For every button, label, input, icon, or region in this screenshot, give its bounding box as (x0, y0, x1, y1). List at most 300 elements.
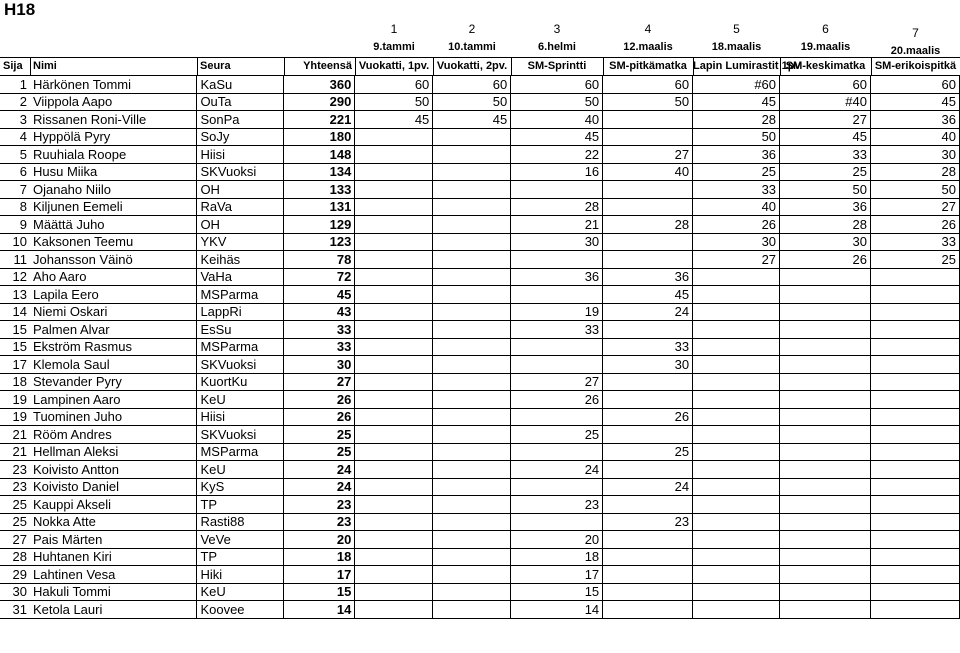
event-points: 26 (780, 251, 871, 269)
sija: 1 (0, 76, 30, 94)
event-points (603, 583, 693, 601)
event-points: 30 (870, 146, 959, 164)
event-points: 28 (870, 163, 959, 181)
total-points: 25 (284, 426, 355, 444)
event-number: 2 (468, 22, 476, 36)
event-points (355, 601, 433, 619)
athlete-name: Hellman Aleksi (30, 443, 197, 461)
event-points (870, 391, 959, 409)
event-date: 12.maalis (623, 41, 673, 53)
total-points: 23 (284, 496, 355, 514)
event-points: 50 (603, 93, 693, 111)
event-points (511, 356, 603, 374)
club-name: Koovee (197, 601, 284, 619)
total-points: 45 (284, 286, 355, 304)
sija: 29 (0, 566, 30, 584)
event-points (780, 548, 871, 566)
event-points: 36 (870, 111, 959, 129)
event-points (433, 163, 511, 181)
table-row (0, 548, 960, 566)
event-points (355, 181, 433, 199)
event-points (870, 268, 959, 286)
sija: 15 (0, 338, 30, 356)
event-points (433, 601, 511, 619)
event-points (511, 408, 603, 426)
event-points (870, 583, 959, 601)
event-points (603, 373, 693, 391)
event-points (433, 321, 511, 339)
event-points (780, 566, 871, 584)
event-points (433, 356, 511, 374)
club-name: VeVe (197, 531, 284, 549)
event-points: 25 (870, 251, 959, 269)
event-points: 27 (603, 146, 693, 164)
event-points: 50 (355, 93, 433, 111)
header-top-rule (0, 57, 960, 58)
event-points (870, 548, 959, 566)
event-points (355, 268, 433, 286)
table-row (0, 391, 960, 409)
club-name: KyS (197, 478, 284, 496)
table-row (0, 513, 960, 531)
event-points: 36 (693, 146, 780, 164)
athlete-name: Nokka Atte (30, 513, 197, 531)
event-points: 50 (870, 181, 959, 199)
club-name: KaSu (197, 76, 284, 94)
total-points: 221 (284, 111, 355, 129)
header-seura: Seura (200, 60, 231, 72)
sija: 25 (0, 496, 30, 514)
event-points (693, 548, 780, 566)
event-points: 45 (355, 111, 433, 129)
header-column-rule (603, 57, 604, 75)
total-points: 129 (284, 216, 355, 234)
event-points (355, 391, 433, 409)
athlete-name: Ketola Lauri (30, 601, 197, 619)
table-row (0, 93, 960, 111)
total-points: 18 (284, 548, 355, 566)
event-points (870, 356, 959, 374)
event-points (780, 321, 871, 339)
event-points (603, 461, 693, 479)
event-points (433, 251, 511, 269)
total-points: 25 (284, 443, 355, 461)
event-points (693, 601, 780, 619)
athlete-name: Ojanaho Niilo (30, 181, 197, 199)
event-points (780, 373, 871, 391)
event-points (780, 426, 871, 444)
event-points (603, 426, 693, 444)
event-points (355, 373, 433, 391)
sija: 19 (0, 391, 30, 409)
event-points (603, 548, 693, 566)
sija: 9 (0, 216, 30, 234)
event-points: 50 (780, 181, 871, 199)
event-points (693, 286, 780, 304)
club-name: OuTa (197, 93, 284, 111)
event-points: 23 (511, 496, 603, 514)
athlete-name: Huhtanen Kiri (30, 548, 197, 566)
event-points (603, 128, 693, 146)
event-points (433, 216, 511, 234)
event-points (355, 338, 433, 356)
event-points (603, 198, 693, 216)
total-points: 148 (284, 146, 355, 164)
total-points: 26 (284, 391, 355, 409)
header-column-rule (780, 57, 781, 75)
club-name: OH (197, 216, 284, 234)
event-points: 26 (603, 408, 693, 426)
athlete-name: Koivisto Antton (30, 461, 197, 479)
event-points: 50 (511, 93, 603, 111)
athlete-name: Niemi Oskari (30, 303, 197, 321)
event-points: 40 (693, 198, 780, 216)
sija: 18 (0, 373, 30, 391)
event-points: 60 (870, 76, 959, 94)
event-points (355, 233, 433, 251)
event-points (693, 338, 780, 356)
event-points: 60 (780, 76, 871, 94)
event-points: 40 (870, 128, 959, 146)
event-points (693, 303, 780, 321)
total-points: 26 (284, 408, 355, 426)
club-name: KeU (197, 391, 284, 409)
club-name: SKVuoksi (197, 163, 284, 181)
event-points (511, 286, 603, 304)
header-column-rule (355, 57, 356, 75)
event-points (693, 443, 780, 461)
event-points (355, 356, 433, 374)
athlete-name: Klemola Saul (30, 356, 197, 374)
table-row (0, 338, 960, 356)
athlete-name: Rissanen Roni-Ville (30, 111, 197, 129)
event-points (355, 251, 433, 269)
club-name: VaHa (197, 268, 284, 286)
event-points: 33 (511, 321, 603, 339)
event-points: 21 (511, 216, 603, 234)
sija: 15 (0, 321, 30, 339)
event-points (511, 513, 603, 531)
table-row (0, 286, 960, 304)
club-name: Hiisi (197, 408, 284, 426)
event-points (355, 146, 433, 164)
sija: 25 (0, 513, 30, 531)
event-points: 36 (511, 268, 603, 286)
event-points (693, 373, 780, 391)
event-points: 27 (693, 251, 780, 269)
event-points (433, 583, 511, 601)
total-points: 133 (284, 181, 355, 199)
event-points: #60 (693, 76, 780, 94)
club-name: EsSu (197, 321, 284, 339)
event-points (693, 321, 780, 339)
table-row (0, 111, 960, 129)
club-name: YKV (197, 233, 284, 251)
event-points (780, 408, 871, 426)
event-points: 25 (511, 426, 603, 444)
event-points (780, 443, 871, 461)
event-points: 45 (780, 128, 871, 146)
event-points (870, 303, 959, 321)
event-points (693, 461, 780, 479)
club-name: TP (197, 548, 284, 566)
event-points (870, 338, 959, 356)
event-points (433, 286, 511, 304)
club-name: KeU (197, 461, 284, 479)
event-points: 27 (780, 111, 871, 129)
event-points (870, 601, 959, 619)
event-points (870, 408, 959, 426)
club-name: Hiisi (197, 146, 284, 164)
club-name: MSParma (197, 338, 284, 356)
event-points: 30 (511, 233, 603, 251)
event-points (433, 268, 511, 286)
event-points (433, 496, 511, 514)
event-points: 25 (780, 163, 871, 181)
event-points (433, 461, 511, 479)
header-sija: Sija (3, 60, 23, 72)
table-row (0, 268, 960, 286)
header-column-rule (511, 57, 512, 75)
event-points: 45 (511, 128, 603, 146)
event-points (693, 531, 780, 549)
event-points: 45 (870, 93, 959, 111)
event-points (780, 303, 871, 321)
event-points (780, 583, 871, 601)
event-points: 26 (870, 216, 959, 234)
event-points (603, 601, 693, 619)
sija: 21 (0, 443, 30, 461)
event-points (693, 268, 780, 286)
athlete-name: Koivisto Daniel (30, 478, 197, 496)
event-points (780, 461, 871, 479)
event-points: 60 (355, 76, 433, 94)
header-column-rule (871, 57, 872, 75)
event-points: 33 (693, 181, 780, 199)
event-points: 27 (511, 373, 603, 391)
event-points: 28 (780, 216, 871, 234)
club-name: SKVuoksi (197, 426, 284, 444)
sija: 14 (0, 303, 30, 321)
event-points (355, 513, 433, 531)
table-row (0, 426, 960, 444)
event-points (780, 513, 871, 531)
club-name: SonPa (197, 111, 284, 129)
event-points: 20 (511, 531, 603, 549)
athlete-name: Aho Aaro (30, 268, 197, 286)
event-points (355, 286, 433, 304)
event-points (355, 128, 433, 146)
athlete-name: Kiljunen Eemeli (30, 198, 197, 216)
event-points (511, 443, 603, 461)
event-points (355, 496, 433, 514)
event-date: 6.helmi (538, 41, 576, 53)
sija: 11 (0, 251, 30, 269)
table-row (0, 76, 960, 94)
table-row (0, 443, 960, 461)
athlete-name: Rööm Andres (30, 426, 197, 444)
header-column-rule (284, 57, 285, 75)
event-name: Lapin Lumirastit 1pv (693, 60, 801, 72)
event-points (693, 391, 780, 409)
sija: 2 (0, 93, 30, 111)
event-points (870, 513, 959, 531)
total-points: 134 (284, 163, 355, 181)
event-number: 3 (553, 22, 561, 36)
event-points (511, 181, 603, 199)
table-row (0, 198, 960, 216)
athlete-name: Pais Märten (30, 531, 197, 549)
event-points (780, 356, 871, 374)
sija: 30 (0, 583, 30, 601)
club-name: MSParma (197, 286, 284, 304)
event-points: 28 (511, 198, 603, 216)
event-points: 25 (603, 443, 693, 461)
event-points (355, 531, 433, 549)
sija: 3 (0, 111, 30, 129)
event-points (780, 531, 871, 549)
event-number: 4 (644, 22, 652, 36)
header-yhteensa: Yhteensä (303, 60, 352, 72)
table-row (0, 181, 960, 199)
event-points: 40 (603, 163, 693, 181)
event-points (603, 251, 693, 269)
event-number: 5 (733, 22, 740, 36)
event-points (693, 356, 780, 374)
sija: 19 (0, 408, 30, 426)
athlete-name: Määttä Juho (30, 216, 197, 234)
athlete-name: Johansson Väinö (30, 251, 197, 269)
total-points: 24 (284, 478, 355, 496)
event-points: 26 (693, 216, 780, 234)
total-points: 17 (284, 566, 355, 584)
event-points (693, 566, 780, 584)
athlete-name: Hyppölä Pyry (30, 128, 197, 146)
sija: 23 (0, 461, 30, 479)
athlete-name: Lahtinen Vesa (30, 566, 197, 584)
total-points: 72 (284, 268, 355, 286)
event-name: Vuokatti, 1pv. (358, 60, 430, 72)
event-points: 40 (511, 111, 603, 129)
event-points (355, 583, 433, 601)
sija: 21 (0, 426, 30, 444)
event-points (355, 478, 433, 496)
event-date: 9.tammi (373, 41, 415, 53)
club-name: MSParma (197, 443, 284, 461)
event-points (780, 338, 871, 356)
event-points (780, 286, 871, 304)
club-name: TP (197, 496, 284, 514)
sija: 6 (0, 163, 30, 181)
club-name: SKVuoksi (197, 356, 284, 374)
event-points (511, 478, 603, 496)
event-points: 28 (603, 216, 693, 234)
event-points (603, 531, 693, 549)
event-points (870, 321, 959, 339)
event-points (433, 373, 511, 391)
sija: 10 (0, 233, 30, 251)
event-number: 1 (390, 22, 398, 36)
event-date: 19.maalis (800, 41, 851, 53)
club-name: SoJy (197, 128, 284, 146)
event-points: 19 (511, 303, 603, 321)
event-date: 10.tammi (448, 41, 496, 53)
event-points: 26 (511, 391, 603, 409)
event-points: 30 (693, 233, 780, 251)
event-points: 45 (693, 93, 780, 111)
event-name: SM-pitkämatka (609, 60, 687, 72)
event-points: 36 (603, 268, 693, 286)
athlete-name: Kauppi Akseli (30, 496, 197, 514)
event-points: 15 (511, 583, 603, 601)
total-points: 23 (284, 513, 355, 531)
event-points (355, 303, 433, 321)
event-points (355, 548, 433, 566)
athlete-name: Lampinen Aaro (30, 391, 197, 409)
athlete-name: Tuominen Juho (30, 408, 197, 426)
total-points: 14 (284, 601, 355, 619)
event-points (780, 268, 871, 286)
sija: 27 (0, 531, 30, 549)
athlete-name: Lapila Eero (30, 286, 197, 304)
header-column-rule (30, 57, 31, 75)
total-points: 20 (284, 531, 355, 549)
event-points (870, 426, 959, 444)
total-points: 78 (284, 251, 355, 269)
event-points (433, 146, 511, 164)
event-points (603, 181, 693, 199)
event-points (433, 408, 511, 426)
event-points (433, 513, 511, 531)
event-points: 33 (603, 338, 693, 356)
event-points: 60 (603, 76, 693, 94)
total-points: 33 (284, 321, 355, 339)
event-points (693, 408, 780, 426)
athlete-name: Ekström Rasmus (30, 338, 197, 356)
event-points (870, 286, 959, 304)
event-points: 16 (511, 163, 603, 181)
club-name: OH (197, 181, 284, 199)
club-name: Keihäs (197, 251, 284, 269)
event-points (780, 391, 871, 409)
sija: 13 (0, 286, 30, 304)
event-points: 33 (780, 146, 871, 164)
total-points: 180 (284, 128, 355, 146)
table-row (0, 163, 960, 181)
header-column-rule (693, 57, 694, 75)
event-points (355, 321, 433, 339)
event-points: 50 (693, 128, 780, 146)
table-row (0, 461, 960, 479)
event-points: 27 (870, 198, 959, 216)
club-name: KuortKu (197, 373, 284, 391)
athlete-name: Hakuli Tommi (30, 583, 197, 601)
total-points: 30 (284, 356, 355, 374)
event-points (433, 198, 511, 216)
table-row (0, 496, 960, 514)
total-points: 360 (284, 76, 355, 94)
event-points: 22 (511, 146, 603, 164)
event-points (355, 216, 433, 234)
event-points (433, 303, 511, 321)
sija: 5 (0, 146, 30, 164)
athlete-name: Ruuhiala Roope (30, 146, 197, 164)
header-column-rule (197, 57, 198, 75)
table-row (0, 601, 960, 619)
event-points (355, 443, 433, 461)
sija: 8 (0, 198, 30, 216)
event-points (511, 251, 603, 269)
